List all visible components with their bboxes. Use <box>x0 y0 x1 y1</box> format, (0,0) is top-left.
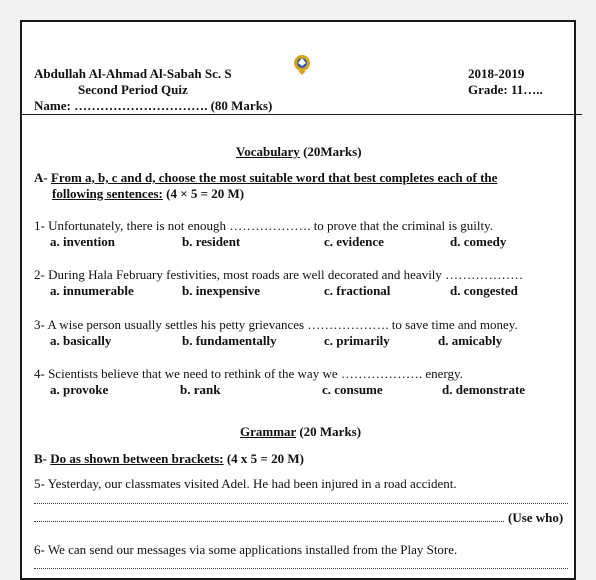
vocabulary-instruction-line2 <box>52 186 244 202</box>
q3-option-c[interactable]: c. primarily <box>324 333 390 348</box>
header-divider <box>22 114 582 115</box>
vocabulary-title: Vocabulary <box>236 144 300 159</box>
instruction-prefix-a: A- <box>34 170 51 185</box>
question-2-text: 2- During Hala February festivities, most roads are well decorated and heavily ……………… <box>34 267 524 282</box>
q4-option-b[interactable]: b. rank <box>180 382 221 397</box>
name-label: Name: …………………………. <box>34 98 208 113</box>
grammar-title: Grammar <box>240 424 297 439</box>
q3-option-d[interactable]: d. amicably <box>438 333 503 348</box>
quiz-title: Second Period Quiz <box>78 82 188 97</box>
q4-option-d[interactable]: d. demonstrate <box>442 382 526 397</box>
school-name: Abdullah Al-Ahmad Al-Sabah Sc. S <box>34 66 232 81</box>
instruction-prefix-b: B- <box>34 451 51 466</box>
grade-label: Grade: 11….. <box>468 82 543 97</box>
q3-option-a[interactable]: a. basically <box>50 333 112 348</box>
q4-option-c[interactable]: c. consume <box>322 382 383 397</box>
question-3-text: 3- A wise person usually settles his petty grievances ………………. to save time and money. <box>34 317 518 332</box>
q5-answer-line-1[interactable] <box>34 503 568 504</box>
question-6-text: 6- We can send our messages via some applications installed from the Play Store. <box>34 542 458 557</box>
vocabulary-marks: (20Marks) <box>299 144 362 159</box>
instruction-text-line1: From a, b, c and d, choose the most suitable word that best completes each of the <box>50 170 498 185</box>
instruction-formula: (4 × 5 = 20 M) <box>162 186 245 201</box>
question-5-text: 5- Yesterday, our classmates visited Adel. He had been injured in a road accident. <box>34 476 457 491</box>
grammar-heading <box>240 424 361 440</box>
q2-option-d[interactable]: d. congested <box>450 283 518 298</box>
q2-option-b[interactable]: b. inexpensive <box>182 283 261 298</box>
grammar-instruction-text: Do as shown between brackets: <box>50 451 224 466</box>
vocabulary-heading <box>236 144 362 160</box>
q1-option-a[interactable]: a. invention <box>50 234 116 249</box>
q3-option-b[interactable]: b. fundamentally <box>182 333 277 348</box>
vocabulary-instruction-line1 <box>34 170 497 186</box>
q2-option-c[interactable]: c. fractional <box>324 283 391 298</box>
grammar-instruction <box>34 451 304 467</box>
q4-option-a[interactable]: a. provoke <box>50 382 109 397</box>
q1-option-c[interactable]: c. evidence <box>324 234 384 249</box>
q2-option-a[interactable]: a. innumerable <box>50 283 134 298</box>
q6-answer-line-1[interactable] <box>34 568 568 569</box>
kuwait-emblem-icon <box>292 54 312 76</box>
q5-answer-line-2[interactable] <box>34 521 504 522</box>
q1-option-d[interactable]: d. comedy <box>450 234 507 249</box>
question-4-text: 4- Scientists believe that we need to rethink of the way we ………………. energy. <box>34 366 463 381</box>
question-1-text: 1- Unfortunately, there is not enough ………………. to prove that the criminal is guilty. <box>34 218 494 233</box>
grammar-instruction-formula: (4 x 5 = 20 M) <box>223 451 304 466</box>
student-name-field[interactable] <box>34 98 272 114</box>
school-year: 2018-2019 <box>468 66 525 81</box>
grammar-marks: (20 Marks) <box>296 424 362 439</box>
instruction-text-line2: following sentences: <box>52 186 163 201</box>
q1-option-b[interactable]: b. resident <box>182 234 241 249</box>
q5-hint: (Use who) <box>508 510 564 525</box>
quiz-page <box>20 20 576 580</box>
total-marks: (80 Marks) <box>210 98 273 113</box>
